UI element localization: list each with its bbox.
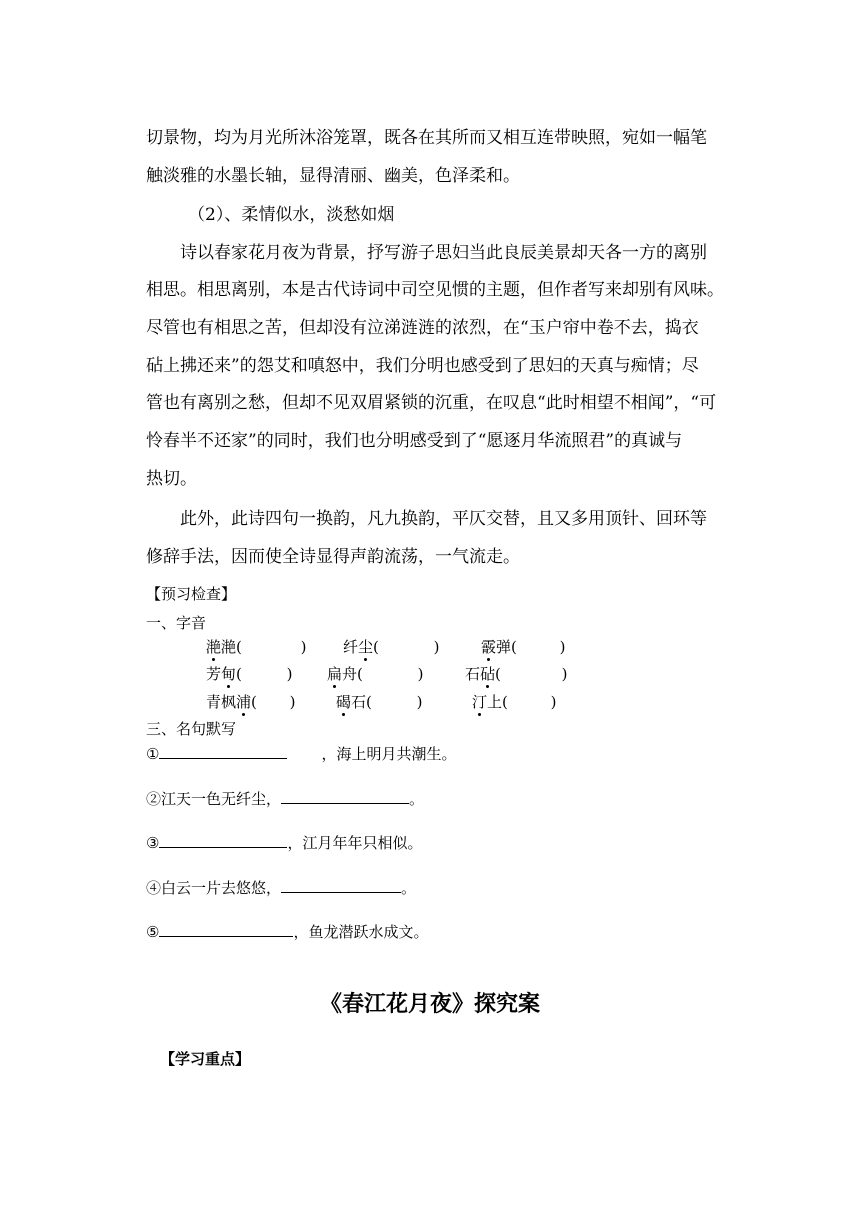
dotted-char: 碣 xyxy=(336,693,352,711)
dotted-char: 霰 xyxy=(481,638,497,656)
section-heading: 【预习检查】 xyxy=(146,585,237,603)
text-line: 切景物，均为月光所沐浴笼罩，既各在其所而又相互连带映照，宛如一幅笔 xyxy=(146,128,707,148)
section-label: 一、字音 xyxy=(146,614,207,632)
answer-blank[interactable] xyxy=(159,833,287,848)
fill-line: ④白云一片去悠悠， 。 xyxy=(146,879,417,897)
pron-item: 石砧( ) xyxy=(465,665,568,683)
text-line: 此外，此诗四句一换韵，凡九换韵，平仄交替，且又多用顶针、回环等 xyxy=(180,509,707,529)
pron-item: 纤尘( ) xyxy=(343,638,440,656)
dotted-char: 甸 xyxy=(221,665,237,683)
text-line: 怜春半不还家”的同时，我们也分明感受到了“愿逐月华流照君”的真诚与 xyxy=(146,431,683,451)
pron-item: 扁舟( ) xyxy=(327,665,424,683)
answer-blank[interactable] xyxy=(281,789,409,804)
pron-item: 霰弹( ) xyxy=(481,638,566,656)
subheading: （2）、柔情似水，淡愁如烟 xyxy=(188,205,395,225)
text-line: 修辞手法，因而使全诗显得声韵流荡，一气流走。 xyxy=(146,547,520,567)
section-heading: 【学习重点】 xyxy=(160,1050,251,1068)
pron-item: 滟滟( ) xyxy=(206,638,307,656)
pron-item: 碣石( ) xyxy=(336,693,423,711)
text-line: 触淡雅的水墨长轴，显得清丽、幽美，色泽柔和。 xyxy=(146,166,520,186)
text-line: 诗以春家花月夜为背景，抒写游子思妇当此良辰美景却天各一方的离别 xyxy=(180,243,707,263)
dotted-char: 浦 xyxy=(236,693,252,711)
answer-blank[interactable] xyxy=(281,878,401,893)
fill-line: ②江天一色无纤尘， 。 xyxy=(146,790,425,808)
dotted-char: 扁 xyxy=(327,665,343,683)
fill-line: ③ ，江月年年只相似。 xyxy=(146,834,423,852)
page-title: 《春江花月夜》探究案 xyxy=(319,991,540,1017)
section-label: 三、名句默写 xyxy=(146,720,237,738)
dotted-char: 汀 xyxy=(472,693,488,711)
text-line: 热切。 xyxy=(146,469,197,489)
dotted-char: 滟 xyxy=(206,638,222,656)
dotted-char: 尘 xyxy=(358,638,374,656)
text-line: 相思。相思离别，本是古代诗词中司空见惯的主题，但作者写来却别有风味。 xyxy=(146,280,724,300)
fill-line: ⑤ ，鱼龙潜跃水成文。 xyxy=(146,923,429,941)
pron-item: 汀上( ) xyxy=(472,693,557,711)
dotted-char: 砧 xyxy=(480,665,496,683)
fill-line: ① ，海上明月共潮生。 xyxy=(146,745,457,763)
text-line: 尽管也有相思之苦，但却没有泣涕涟涟的浓烈，在“玉户帘中卷不去，捣衣 xyxy=(146,318,699,338)
answer-blank[interactable] xyxy=(159,744,287,759)
text-line: 管也有离别之愁，但却不见双眉紧锁的沉重，在叹息“此时相望不相闻”，“可 xyxy=(146,393,717,413)
pron-item: 青枫浦( ) xyxy=(206,693,296,711)
pron-item: 芳甸( ) xyxy=(206,665,293,683)
text-line: 砧上拂还来”的怨艾和嗔怒中，我们分明也感受到了思妇的天真与痴情；尽 xyxy=(146,356,699,376)
answer-blank[interactable] xyxy=(159,922,293,937)
